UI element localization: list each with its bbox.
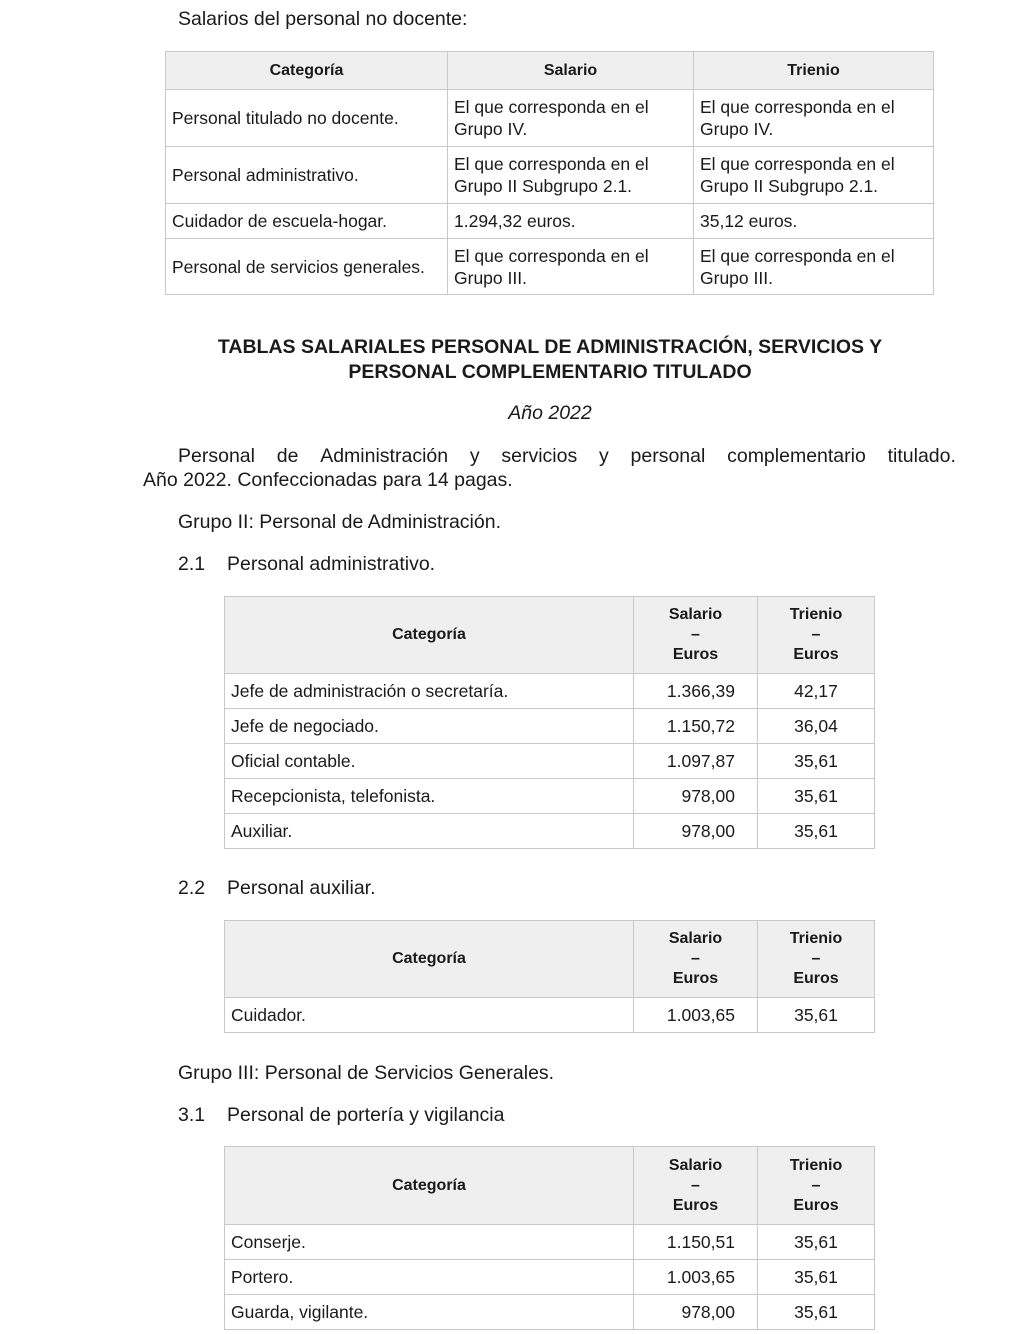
- header-euros: Euros: [672, 646, 719, 663]
- table-row: [225, 1260, 875, 1295]
- word: Administración: [320, 445, 449, 467]
- header-euros: Euros: [672, 1196, 719, 1214]
- cell-salario: 1.294,32 euros.: [448, 204, 694, 239]
- subsection-2-1-number: 2.1: [178, 553, 206, 575]
- column-header-salario: Salario: [448, 52, 694, 90]
- word: Personal: [178, 445, 255, 467]
- porter-salary-table: [224, 1146, 875, 1330]
- table-row: [225, 998, 875, 1033]
- word: y: [599, 445, 609, 467]
- column-header-trienio: Trienio: [694, 52, 934, 90]
- table-row: [225, 744, 875, 779]
- cell-trienio: 36,04: [758, 709, 875, 744]
- cell-salario: 1.150,72: [634, 709, 758, 744]
- header-salario-label: Salario: [668, 1156, 723, 1174]
- subsection-3-1-number: 3.1: [178, 1104, 206, 1126]
- column-header-categoria: Categoría: [225, 1147, 634, 1225]
- header-euros: Euros: [793, 970, 839, 987]
- intro-text: Salarios del personal no docente:: [178, 8, 468, 30]
- table-row: [166, 147, 934, 204]
- header-salario-label: Salario: [668, 930, 723, 947]
- table-header-row: [225, 921, 875, 998]
- cell-salario: El que corresponda en el Grupo IV.: [448, 90, 694, 147]
- cell-categoria: Personal de servicios generales.: [166, 239, 448, 295]
- column-header-trienio: [758, 921, 875, 998]
- column-header-salario: [634, 921, 758, 998]
- cell-categoria: Portero.: [225, 1260, 634, 1295]
- table-row: [166, 204, 934, 239]
- word: y: [469, 445, 480, 467]
- cell-salario: 978,00: [634, 779, 758, 814]
- table-row: [166, 90, 934, 147]
- cell-trienio: 35,61: [758, 744, 875, 779]
- table-row: [225, 1225, 875, 1260]
- cell-categoria: Cuidador de escuela-hogar.: [166, 204, 448, 239]
- header-dash: –: [811, 1176, 821, 1194]
- cell-categoria: Conserje.: [225, 1225, 634, 1260]
- cell-salario: El que corresponda en el Grupo III.: [448, 239, 694, 295]
- cell-categoria: Cuidador.: [225, 998, 634, 1033]
- header-dash: –: [691, 626, 700, 643]
- cell-salario: 978,00: [634, 814, 758, 849]
- cell-salario: 1.366,39: [634, 674, 758, 709]
- table-row: [225, 779, 875, 814]
- word: de: [276, 445, 299, 467]
- admin-salary-table: [224, 596, 875, 849]
- auxiliary-salary-table: [224, 920, 875, 1033]
- cell-categoria: Oficial contable.: [225, 744, 634, 779]
- cell-categoria: Guarda, vigilante.: [225, 1295, 634, 1330]
- cell-trienio: 35,61: [758, 814, 875, 849]
- word: complementario: [727, 445, 866, 467]
- cell-trienio: El que corresponda en el Grupo II Subgrupo 2.1.: [694, 147, 934, 204]
- header-dash: –: [811, 950, 821, 967]
- cell-categoria: Jefe de administración o secretaría.: [225, 674, 634, 709]
- cell-salario: 1.150,51: [634, 1225, 758, 1260]
- header-dash: –: [691, 1176, 700, 1194]
- cell-trienio: El que corresponda en el Grupo III.: [694, 239, 934, 295]
- cell-trienio: El que corresponda en el Grupo IV.: [694, 90, 934, 147]
- column-header-categoria: Categoría: [225, 921, 634, 998]
- cell-categoria: Personal titulado no docente.: [166, 90, 448, 147]
- column-header-trienio: [758, 597, 875, 674]
- word: titulado.: [887, 445, 956, 467]
- word: personal: [630, 445, 706, 467]
- header-dash: –: [691, 950, 700, 967]
- table-row: [166, 239, 934, 295]
- subsection-2-1-label: Personal administrativo.: [227, 553, 436, 575]
- header-trienio-label: Trienio: [789, 1156, 843, 1174]
- column-header-salario: [634, 1147, 758, 1225]
- cell-salario: 1.003,65: [634, 1260, 758, 1295]
- description-line-1: [178, 444, 956, 468]
- cell-trienio: 42,17: [758, 674, 875, 709]
- table-header-row: [166, 52, 934, 90]
- subsection-3-1-label: Personal de portería y vigilancia: [227, 1104, 505, 1126]
- column-header-trienio: [758, 1147, 875, 1225]
- header-euros: Euros: [793, 646, 839, 663]
- group-3-title: Grupo III: Personal de Servicios Generales.: [178, 1062, 555, 1084]
- section-heading: [140, 335, 960, 385]
- cell-categoria: Auxiliar.: [225, 814, 634, 849]
- table-row: [225, 814, 875, 849]
- header-euros: Euros: [672, 970, 719, 987]
- non-teaching-salary-table: [165, 51, 934, 295]
- cell-trienio: 35,12 euros.: [694, 204, 934, 239]
- cell-trienio: 35,61: [758, 1260, 875, 1295]
- table-row: [225, 709, 875, 744]
- group-2-title: Grupo II: Personal de Administración.: [178, 511, 501, 533]
- heading-line-1: TABLAS SALARIALES PERSONAL DE ADMINISTRACIÓN, SERVICIOS Y: [217, 336, 883, 358]
- cell-categoria: Jefe de negociado.: [225, 709, 634, 744]
- cell-categoria: Recepcionista, telefonista.: [225, 779, 634, 814]
- header-trienio-label: Trienio: [789, 930, 843, 947]
- column-header-categoria: Categoría: [225, 597, 634, 674]
- cell-trienio: 35,61: [758, 1225, 875, 1260]
- word: servicios: [501, 445, 578, 467]
- header-dash: –: [811, 626, 821, 643]
- heading-year: Año 2022: [508, 402, 592, 424]
- description-line-2: Año 2022. Confeccionadas para 14 pagas.: [143, 469, 513, 491]
- cell-salario: 1.097,87: [634, 744, 758, 779]
- cell-trienio: 35,61: [758, 1295, 875, 1330]
- table-header-row: [225, 1147, 875, 1225]
- cell-salario: El que corresponda en el Grupo II Subgrupo 2.1.: [448, 147, 694, 204]
- cell-trienio: 35,61: [758, 998, 875, 1033]
- cell-salario: 1.003,65: [634, 998, 758, 1033]
- table-row: [225, 1295, 875, 1330]
- table-header-row: [225, 597, 875, 674]
- subsection-2-2-label: Personal auxiliar.: [227, 877, 376, 899]
- header-trienio-label: Trienio: [789, 606, 843, 623]
- header-euros: Euros: [793, 1196, 839, 1214]
- table-row: [225, 674, 875, 709]
- column-header-categoria: Categoría: [166, 52, 448, 90]
- cell-categoria: Personal administrativo.: [166, 147, 448, 204]
- column-header-salario: [634, 597, 758, 674]
- heading-line-2: PERSONAL COMPLEMENTARIO TITULADO: [348, 361, 752, 383]
- cell-trienio: 35,61: [758, 779, 875, 814]
- header-salario-label: Salario: [668, 606, 723, 623]
- subsection-2-2-number: 2.2: [178, 877, 206, 899]
- cell-salario: 978,00: [634, 1295, 758, 1330]
